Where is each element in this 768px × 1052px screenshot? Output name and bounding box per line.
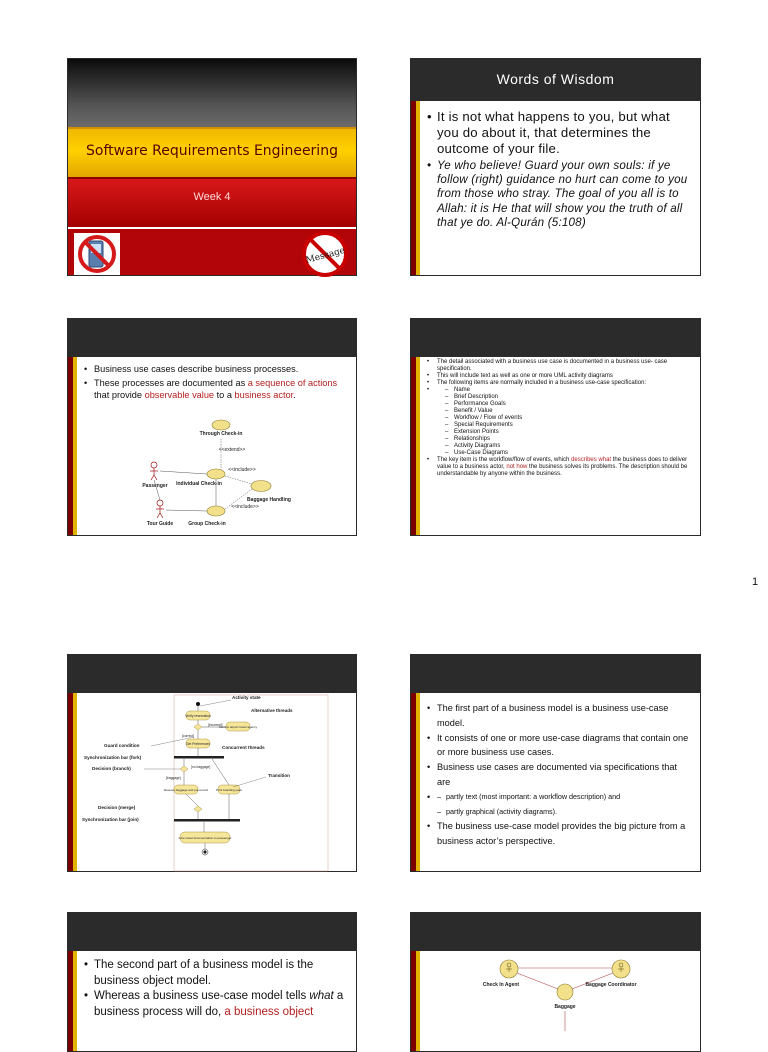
svg-text:[no baggage]: [no baggage] bbox=[191, 765, 211, 769]
model-bullet-4: • The business use-case model provides the big picture from a business actor’s perspective. bbox=[427, 819, 692, 849]
svg-text:Activity state: Activity state bbox=[232, 695, 261, 700]
business-object-diagram bbox=[461, 951, 681, 1041]
svg-text:Baggage Handling: Baggage Handling bbox=[247, 497, 291, 503]
model-subitems bbox=[427, 790, 692, 820]
slide-accent-stripe bbox=[411, 951, 420, 1051]
spec-item: – Extension Points bbox=[445, 429, 692, 436]
spec-items bbox=[427, 387, 692, 457]
slide-accent-stripe bbox=[411, 357, 420, 535]
slide-business-object-model bbox=[67, 912, 357, 1052]
spec-item: – • Name bbox=[445, 387, 692, 394]
spec-item: – Performance Goals bbox=[445, 401, 692, 408]
svg-text:Give travel documentation to p: Give travel documentation to passenger bbox=[178, 836, 232, 840]
svg-text:Verify reservation: Verify reservation bbox=[185, 714, 211, 718]
title-slide-footer bbox=[68, 227, 356, 275]
svg-text:Tour Guide: Tour Guide bbox=[146, 521, 174, 527]
svg-text:<<include>>: <<include>> bbox=[231, 504, 259, 510]
slide-header-bar bbox=[68, 319, 356, 357]
activity-diagram bbox=[82, 693, 328, 873]
svg-text:Synchronization bar (fork): Synchronization bar (fork) bbox=[84, 755, 142, 760]
slide-header-bar bbox=[411, 59, 700, 101]
spec-item: – Brief Description bbox=[445, 394, 692, 401]
svg-text:Through Check-in: Through Check-in bbox=[199, 431, 243, 437]
slide-business-use-case-model bbox=[410, 654, 701, 872]
svg-text:<<extend>>: <<extend>> bbox=[218, 447, 246, 453]
slide-header-bar bbox=[68, 655, 356, 693]
spec-item: – Activity Diagrams bbox=[445, 443, 692, 450]
slide-business-use-cases bbox=[67, 318, 357, 536]
svg-text:Baggage: Baggage bbox=[554, 1004, 576, 1010]
slide-header-bar bbox=[411, 913, 700, 951]
svg-text:[incorrect]: [incorrect] bbox=[208, 723, 223, 727]
wisdom-bullet-1: • It is not what happens to you, but what you do about it, that determines the outcome of your file. bbox=[427, 109, 692, 157]
spec-item: – Use-Case Diagrams bbox=[445, 450, 692, 457]
svg-text:Guard condition: Guard condition bbox=[104, 743, 140, 748]
slide-header-bar bbox=[411, 319, 700, 357]
svg-text:Receive baggage and pre-record: Receive baggage and pre-record bbox=[164, 788, 208, 792]
svg-text:Send to airport travel agency: Send to airport travel agency bbox=[218, 725, 258, 729]
slide-heading: Words of Wisdom bbox=[496, 71, 615, 87]
svg-text:Transition: Transition bbox=[268, 773, 290, 778]
svg-text:Decision (merge): Decision (merge) bbox=[98, 805, 136, 810]
slide-accent-stripe bbox=[411, 101, 420, 275]
svg-text:Baggage Coordinator: Baggage Coordinator bbox=[585, 982, 637, 988]
svg-text:[correct]: [correct] bbox=[182, 734, 194, 738]
slide-header-bar bbox=[68, 913, 356, 951]
svg-text:Print boarding pass: Print boarding pass bbox=[216, 788, 242, 792]
slide-accent-stripe bbox=[68, 357, 77, 535]
svg-text:<<include>>: <<include>> bbox=[228, 467, 256, 473]
svg-text:Concurrent threads: Concurrent threads bbox=[222, 745, 265, 750]
model-bullet-2: • It consists of one or more use-case diagrams that contain one or more business use cases. bbox=[427, 731, 692, 761]
spec-item: – Special Requirements bbox=[445, 422, 692, 429]
slide-object-diagram bbox=[410, 912, 701, 1052]
title-band bbox=[68, 127, 356, 179]
spec-item: – Workflow / Flow of events bbox=[445, 415, 692, 422]
no-mobile-phone-icon bbox=[74, 233, 120, 275]
model-bullet-1: • The first part of a business model is a business use-case model. bbox=[427, 701, 692, 731]
spec-bullet-3: • The following items are normally included in a business use-case specification: bbox=[427, 380, 692, 387]
svg-text:Check In Agent: Check In Agent bbox=[482, 982, 520, 988]
spec-item: – Benefit / Value bbox=[445, 408, 692, 415]
model-bullet-3: • Business use cases are documented via specifications that are bbox=[427, 760, 692, 790]
svg-text:Message: Message bbox=[304, 245, 347, 266]
slide-title bbox=[67, 58, 357, 276]
model-subitem-1: – • partly text (most important: a workflow description) and bbox=[437, 790, 692, 805]
slide-subtitle: Week 4 bbox=[193, 191, 231, 203]
svg-text:Individual Check-in: Individual Check-in bbox=[176, 481, 222, 487]
svg-text:Group Check-in: Group Check-in bbox=[188, 521, 226, 527]
slide-accent-stripe bbox=[68, 693, 77, 871]
object-bullet-1: • The second part of a business model is the business object model. bbox=[84, 958, 348, 989]
wisdom-bullet-2: • Ye who believe! Guard your own souls: if ye follow (right) guidance no hurt can come to you from those who stray. The goal of you all is to Allah: it is He that will show you the truth of all that ye do. Al-Qurán (5:108) bbox=[427, 159, 692, 230]
spec-bullet-1: • The detail associated with a business use case is documented in a business use- case specification. bbox=[427, 359, 692, 373]
model-subitem-2: – partly graphical (activity diagrams). bbox=[437, 805, 692, 820]
svg-text:Synchronization bar (join): Synchronization bar (join) bbox=[82, 817, 139, 822]
svg-text:Alternative threads: Alternative threads bbox=[251, 708, 293, 713]
slide-accent-stripe bbox=[68, 951, 77, 1051]
svg-text:[baggage]: [baggage] bbox=[166, 776, 181, 780]
spec-bullet-2: • This will include text as well as one or more UML activity diagrams bbox=[427, 373, 692, 380]
business-use-case-diagram bbox=[138, 419, 298, 529]
svg-text:Decision (branch): Decision (branch) bbox=[92, 766, 131, 771]
usecase-bullet-2: • These processes are documented as a sequence of actions that provide observable value to a business actor. bbox=[84, 377, 348, 401]
slide-words-of-wisdom bbox=[410, 58, 701, 276]
no-messages-icon bbox=[300, 231, 350, 277]
slide-activity-diagram bbox=[67, 654, 357, 872]
slide-use-case-specification bbox=[410, 318, 701, 536]
slide-accent-stripe bbox=[411, 693, 420, 871]
page-number: 1 bbox=[752, 576, 759, 588]
svg-text:Get Preferences: Get Preferences bbox=[185, 742, 211, 746]
object-bullet-2: • Whereas a business use-case model tells what a business process will do, a business object bbox=[84, 989, 348, 1020]
svg-text:Passenger: Passenger bbox=[142, 483, 168, 489]
week-band bbox=[68, 179, 356, 227]
slide-header-bar bbox=[411, 655, 700, 693]
title-slide-header bbox=[68, 59, 356, 127]
usecase-bullet-1: • Business use cases describe business processes. bbox=[84, 363, 348, 375]
spec-item: – Relationships bbox=[445, 436, 692, 443]
slide-title-text: Software Requirements Engineering bbox=[86, 143, 338, 159]
spec-bullet-4: • The key item is the workflow/flow of events, which describes what the business does to deliver value to a business actor, not how the business solves its problems. The description should be understandable by anyone within the business. bbox=[427, 457, 692, 478]
